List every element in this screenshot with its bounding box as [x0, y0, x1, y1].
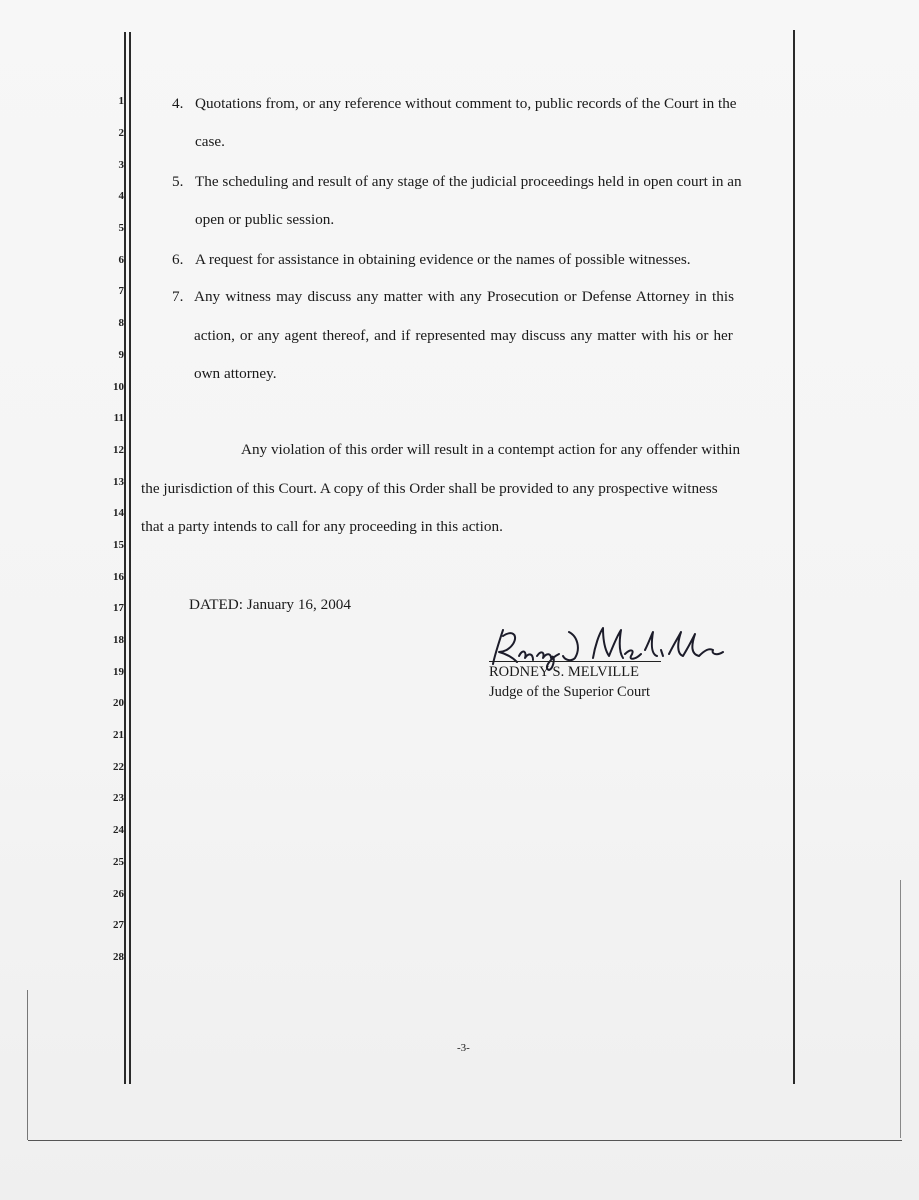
page-number: -3-	[457, 1042, 470, 1054]
line-number: 16	[113, 571, 124, 583]
line-number: 18	[113, 634, 124, 646]
line-number: 6	[118, 254, 124, 266]
right-edge-line	[900, 880, 901, 1138]
paragraph-line: Any violation of this order will result in a contempt action for any offender within	[241, 441, 741, 458]
list-item-number: 5.	[172, 173, 184, 190]
right-margin-rule	[793, 30, 795, 1084]
line-number: 24	[113, 824, 124, 836]
left-edge-line	[27, 990, 28, 1140]
line-number: 23	[113, 792, 124, 804]
line-number: 2	[118, 127, 124, 139]
list-item-line: A request for assistance in obtaining evidence or the names of possible witnesses.	[195, 251, 691, 268]
line-number: 14	[113, 507, 124, 519]
line-number: 17	[113, 602, 124, 614]
line-number: 20	[113, 697, 124, 709]
line-number: 19	[113, 666, 124, 678]
line-number: 15	[113, 539, 124, 551]
left-margin-rule-outer	[124, 32, 126, 1084]
line-number: 27	[113, 919, 124, 931]
paragraph-line: the jurisdiction of this Court. A copy of this Order shall be provided to any prospective witness	[141, 480, 718, 497]
list-item-line: The scheduling and result of any stage of the judicial proceedings held in open court in an	[195, 173, 742, 190]
line-number: 22	[113, 761, 124, 773]
line-number: 5	[118, 222, 124, 234]
list-item-line: case.	[195, 133, 225, 150]
line-number: 12	[113, 444, 124, 456]
paragraph-line: that a party intends to call for any proceeding in this action.	[141, 518, 503, 535]
line-number: 8	[118, 317, 124, 329]
list-item-number: 6.	[172, 251, 184, 268]
left-margin-rule-inner	[129, 32, 131, 1084]
line-number: 4	[118, 190, 124, 202]
line-number: 21	[113, 729, 124, 741]
list-item-number: 7.	[172, 288, 184, 305]
line-number: 13	[113, 476, 124, 488]
list-item-number: 4.	[172, 95, 184, 112]
judge-name: RODNEY S. MELVILLE	[489, 664, 639, 680]
line-number: 10	[113, 381, 124, 393]
bottom-edge-line	[28, 1140, 902, 1141]
list-item-line: open or public session.	[195, 211, 335, 228]
line-number: 9	[118, 349, 124, 361]
list-item-line: Quotations from, or any reference without comment to, public records of the Court in the	[195, 95, 737, 112]
line-number: 26	[113, 888, 124, 900]
judge-title: Judge of the Superior Court	[489, 684, 651, 700]
signature-line	[489, 661, 661, 662]
list-item-line: own attorney.	[194, 365, 277, 382]
line-number: 7	[118, 285, 124, 297]
line-number: 1	[118, 95, 124, 107]
line-number: 11	[113, 412, 124, 424]
line-number: 3	[118, 159, 124, 171]
dated-line: DATED: January 16, 2004	[189, 596, 351, 613]
list-item-line: action, or any agent thereof, and if represented may discuss any matter with his or her	[194, 327, 733, 344]
line-number: 25	[113, 856, 124, 868]
list-item-line: Any witness may discuss any matter with any Prosecution or Defense Attorney in this	[194, 288, 734, 305]
line-number: 28	[113, 951, 124, 963]
